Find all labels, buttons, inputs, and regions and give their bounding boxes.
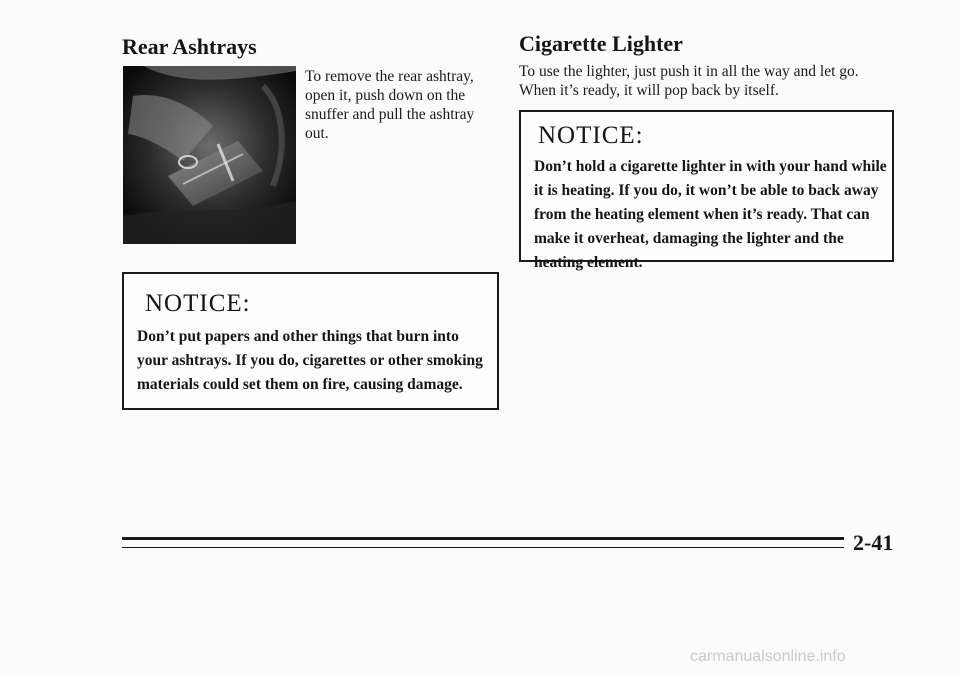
cigarette-lighter-heading: Cigarette Lighter	[519, 31, 683, 56]
ashtray-photo	[123, 66, 296, 244]
footer-rule-thick	[122, 537, 844, 540]
cigarette-lighter-notice-text: Don’t hold a cigarette lighter in with your hand while it is heating. If you do, it won’t be able to back away from the heating element when it’s ready. That can make it overheat, damaging the lighter and the heating element.	[534, 158, 887, 271]
rear-ashtrays-heading: Rear Ashtrays	[122, 34, 257, 59]
watermark-text: carmanualsonline.info	[690, 648, 846, 665]
cigarette-lighter-notice-title: NOTICE:	[538, 122, 644, 149]
page-number: 2-41	[853, 530, 894, 555]
rear-ashtrays-notice-text: Don’t put papers and other things that burn into your ashtrays. If you do, cigarettes or other smoking materials could set them on fire, causing damage.	[137, 328, 483, 393]
rear-ashtrays-notice-title: NOTICE:	[145, 290, 251, 317]
ashtray-illustration	[123, 66, 296, 244]
rear-ashtrays-notice-box	[122, 272, 499, 410]
cigarette-lighter-notice-box	[519, 110, 894, 271]
footer-rule-thin	[122, 547, 844, 548]
cigarette-lighter-instructions: To use the lighter, just push it in all the way and let go. When it’s ready, it will pop back by itself.	[519, 63, 859, 99]
rear-ashtrays-instructions: To remove the rear ashtray, open it, push down on the snuffer and pull the ashtray out.	[305, 68, 475, 142]
